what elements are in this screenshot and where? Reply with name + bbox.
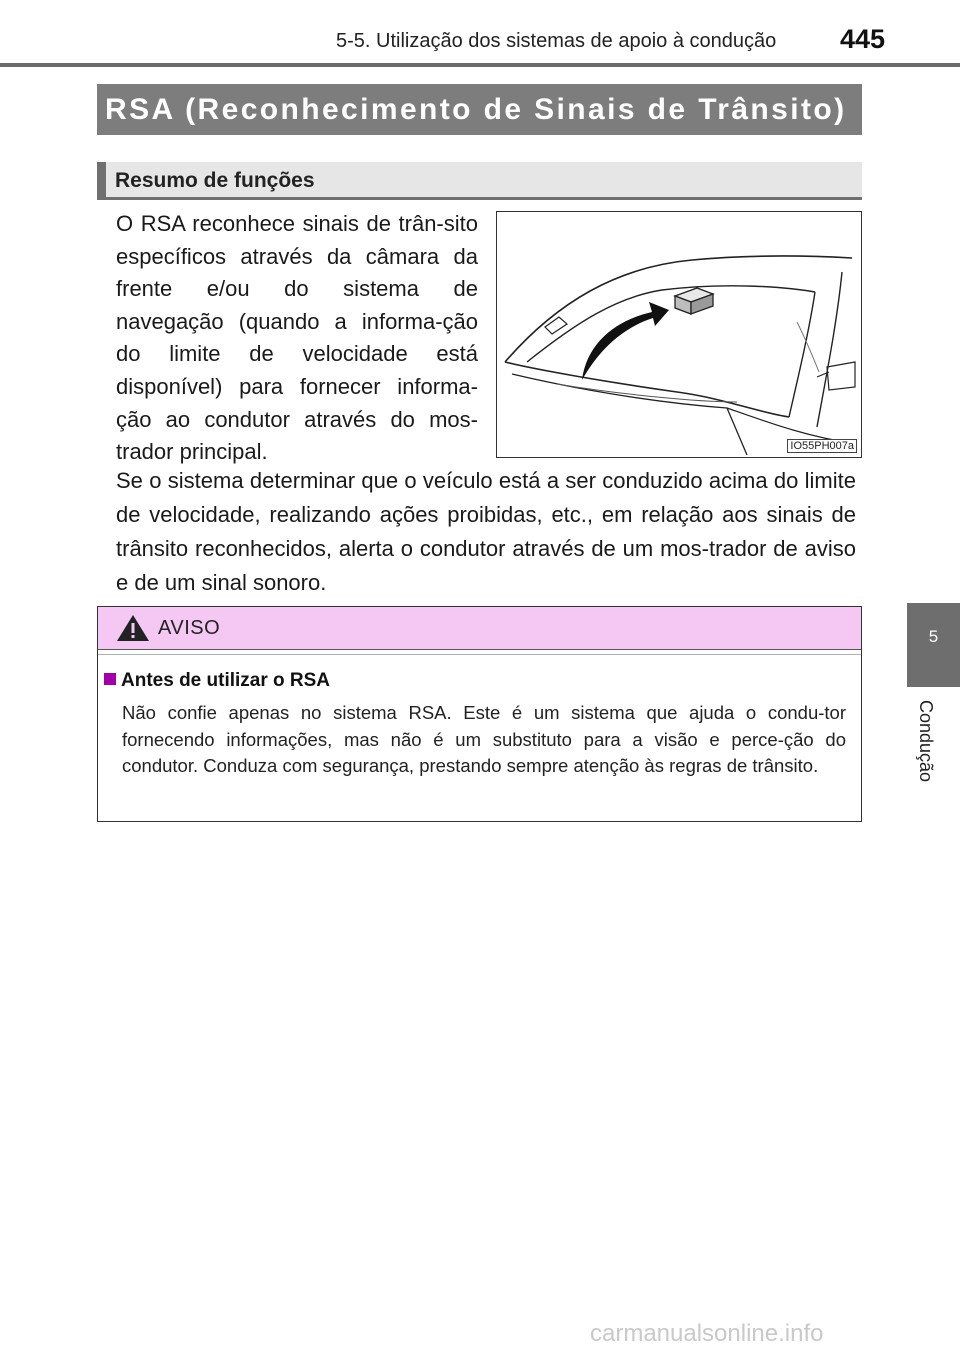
figure-code: IO55PH007a bbox=[787, 439, 857, 453]
body-paragraph: Se o sistema determinar que o veículo está a ser conduzido acima do limite de velocidade, realizando ações proibidas, etc., em relação aos sinais de trânsito reconhecidos, alerta o condutor através de um mos-trador de aviso e de um sinal sonoro. bbox=[116, 468, 856, 595]
warning-divider bbox=[98, 654, 861, 655]
square-bullet-icon bbox=[104, 673, 116, 685]
windshield-illustration bbox=[497, 212, 860, 456]
warning-text: Não confie apenas no sistema RSA. Este é um sistema que ajuda o condu-tor fornecendo informações, mas não é um substituto para a visão e perce-ção do condutor. Conduza com segurança, prestando sempre atenção às regras de trânsito. bbox=[122, 702, 846, 776]
chapter-label: Condução bbox=[916, 700, 936, 783]
page-number: 445 bbox=[840, 24, 886, 54]
warning-header bbox=[98, 607, 861, 650]
intro-paragraph: O RSA reconhece sinais de trân-sito específicos através da câmara da frente e/ou do sistema de navegação (quando a informa-ção do limite de velocidade está disponível) para fornecer informa-ção ao condutor através do mos-trador principal. bbox=[116, 211, 478, 465]
warning-label: AVISO bbox=[158, 617, 221, 639]
chapter-tab bbox=[907, 603, 960, 687]
warning-item-title-text: Antes de utilizar o RSA bbox=[121, 670, 331, 691]
header-rule bbox=[0, 63, 960, 67]
warning-box bbox=[97, 606, 862, 822]
warning-item-title bbox=[104, 670, 330, 692]
header-section-title: 5-5. Utilização dos sistemas de apoio à condução bbox=[336, 30, 777, 52]
watermark: carmanualsonline.info bbox=[590, 1320, 824, 1347]
chapter-number: 5 bbox=[928, 627, 939, 646]
windshield-figure bbox=[496, 211, 862, 458]
page-title: RSA (Reconhecimento de Sinais de Trânsito) bbox=[97, 84, 862, 135]
camera-icon bbox=[675, 288, 713, 314]
section-heading: Resumo de funções bbox=[97, 162, 862, 200]
warning-triangle-icon bbox=[116, 614, 150, 642]
